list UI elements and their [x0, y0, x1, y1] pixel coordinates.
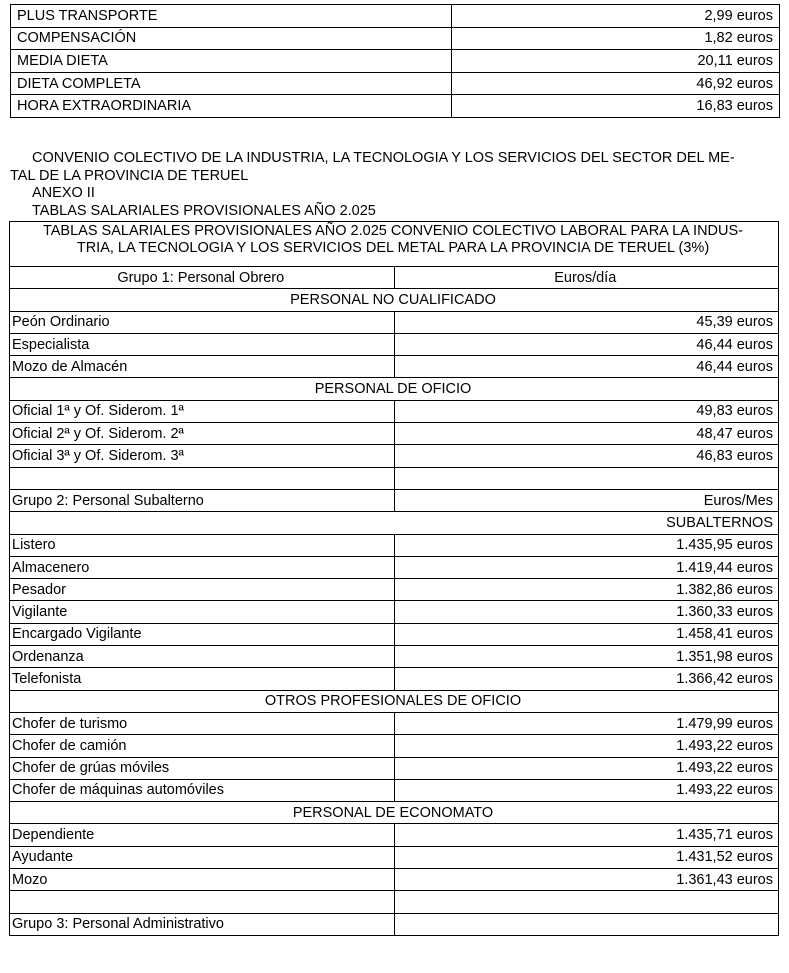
table-row: [11, 5, 780, 28]
row-value: 1.382,86 euros: [394, 579, 779, 601]
row-label: Ayudante: [10, 846, 395, 868]
row-value: 1.493,22 euros: [394, 779, 779, 801]
row-value: 1.360,33 euros: [394, 601, 779, 623]
row-value: 1.351,98 euros: [394, 646, 779, 668]
row-label: Oficial 3ª y Of. Siderom. 3ª: [10, 445, 395, 467]
row-label: Chofer de camión: [10, 735, 395, 757]
group-label: Grupo 3: Personal Administrativo: [10, 913, 395, 935]
table-row: [10, 311, 779, 333]
empty-row: [10, 891, 779, 913]
row-value: 1.435,71 euros: [394, 824, 779, 846]
empty-cell: [394, 913, 779, 935]
section-title: OTROS PROFESIONALES DE OFICIO: [10, 690, 779, 712]
group-label: Grupo 2: Personal Subalterno: [10, 489, 395, 511]
row-label: DIETA COMPLETA: [11, 72, 452, 95]
table-row: [10, 423, 779, 445]
row-value: 1.435,95 euros: [394, 534, 779, 556]
row-value: 49,83 euros: [394, 400, 779, 422]
table-row: [11, 27, 780, 50]
row-value: 1.479,99 euros: [394, 712, 779, 734]
group-header-row: [10, 489, 779, 511]
table-row: [10, 846, 779, 868]
table-title-line: TABLAS SALARIALES PROVISIONALES AÑO 2.025 CONVENIO COLECTIVO LABORAL PARA LA INDUS-: [42, 223, 743, 239]
table-row: [10, 712, 779, 734]
row-label: Ordenanza: [10, 646, 395, 668]
table-row: [10, 579, 779, 601]
table-row: [10, 534, 779, 556]
row-value: 45,39 euros: [394, 311, 779, 333]
table-row: [10, 601, 779, 623]
table-row: [10, 668, 779, 690]
row-label: Oficial 1ª y Of. Siderom. 1ª: [10, 400, 395, 422]
row-label: MEDIA DIETA: [11, 50, 452, 73]
section-title: PERSONAL DE ECONOMATO: [10, 802, 779, 824]
row-label: Peón Ordinario: [10, 311, 395, 333]
row-label: Chofer de máquinas automóviles: [10, 779, 395, 801]
row-label: Oficial 2ª y Of. Siderom. 2ª: [10, 423, 395, 445]
row-label: Chofer de turismo: [10, 712, 395, 734]
salary-table: [9, 221, 779, 936]
table-row: [10, 623, 779, 645]
section-row: [10, 289, 779, 311]
section-row: [10, 512, 779, 534]
row-value: 2,99 euros: [452, 5, 780, 28]
section-title: PERSONAL NO CUALIFICADO: [10, 289, 779, 311]
row-label: Telefonista: [10, 668, 395, 690]
table-row: [11, 95, 780, 118]
row-value: 46,44 euros: [394, 356, 779, 378]
empty-row: [10, 467, 779, 489]
heading-line: CONVENIO COLECTIVO DE LA INDUSTRIA, LA TECNOLOGIA Y LOS SERVICIOS DEL SECTOR DEL ME-: [32, 150, 735, 166]
row-label: Chofer de grúas móviles: [10, 757, 395, 779]
row-label: Vigilante: [10, 601, 395, 623]
row-value: 1.493,22 euros: [394, 757, 779, 779]
table-row: [10, 400, 779, 422]
row-value: 1.458,41 euros: [394, 623, 779, 645]
row-value: 1.431,52 euros: [394, 846, 779, 868]
row-value: 1.493,22 euros: [394, 735, 779, 757]
table-row: [10, 556, 779, 578]
row-label: Mozo de Almacén: [10, 356, 395, 378]
row-value: 48,47 euros: [394, 423, 779, 445]
section-title: PERSONAL DE OFICIO: [10, 378, 779, 400]
row-label: PLUS TRANSPORTE: [11, 5, 452, 28]
row-label: Especialista: [10, 333, 395, 355]
group-unit: Euros/Mes: [394, 489, 779, 511]
row-label: Mozo: [10, 869, 395, 891]
row-label: COMPENSACIÓN: [11, 27, 452, 50]
row-value: 46,92 euros: [452, 72, 780, 95]
group-label: Grupo 1: Personal Obrero: [10, 267, 395, 289]
empty-cell: [10, 467, 395, 489]
table-row: [10, 735, 779, 757]
heading-line: TAL DE LA PROVINCIA DE TERUEL: [10, 167, 249, 184]
row-value: 1.366,42 euros: [394, 668, 779, 690]
table-row: [10, 646, 779, 668]
tables-title: TABLAS SALARIALES PROVISIONALES AÑO 2.025: [32, 202, 376, 219]
row-value: 46,44 euros: [394, 333, 779, 355]
table-row: [10, 757, 779, 779]
allowances-table: [10, 4, 780, 118]
row-label: Listero: [10, 534, 395, 556]
group-unit: Euros/día: [394, 267, 779, 289]
table-row: [10, 779, 779, 801]
document-heading: [10, 150, 782, 220]
table-row: [11, 50, 780, 73]
row-value: 1.361,43 euros: [394, 869, 779, 891]
section-row: [10, 378, 779, 400]
row-value: 46,83 euros: [394, 445, 779, 467]
row-label: Pesador: [10, 579, 395, 601]
table-title-line: TRIA, LA TECNOLOGIA Y LOS SERVICIOS DEL METAL PARA LA PROVINCIA DE TERUEL (3%): [76, 240, 710, 256]
annex-label: ANEXO II: [32, 185, 95, 201]
table-title-row: [10, 222, 779, 267]
row-value: 16,83 euros: [452, 95, 780, 118]
row-label: Almacenero: [10, 556, 395, 578]
group-header-row: [10, 913, 779, 935]
empty-cell: [10, 891, 395, 913]
table-row: [10, 356, 779, 378]
table-row: [10, 445, 779, 467]
row-value: 1.419,44 euros: [394, 556, 779, 578]
section-row: [10, 690, 779, 712]
row-value: 20,11 euros: [452, 50, 780, 73]
row-label: Encargado Vigilante: [10, 623, 395, 645]
row-label: HORA EXTRAORDINARIA: [11, 95, 452, 118]
section-row: [10, 802, 779, 824]
table-row: [10, 333, 779, 355]
table-row: [11, 72, 780, 95]
table-row: [10, 869, 779, 891]
empty-cell: [394, 467, 779, 489]
table-row: [10, 824, 779, 846]
group-header-row: [10, 267, 779, 289]
row-value: 1,82 euros: [452, 27, 780, 50]
row-label: Dependiente: [10, 824, 395, 846]
table-title: [10, 222, 779, 267]
section-title: SUBALTERNOS: [10, 512, 779, 534]
empty-cell: [394, 891, 779, 913]
